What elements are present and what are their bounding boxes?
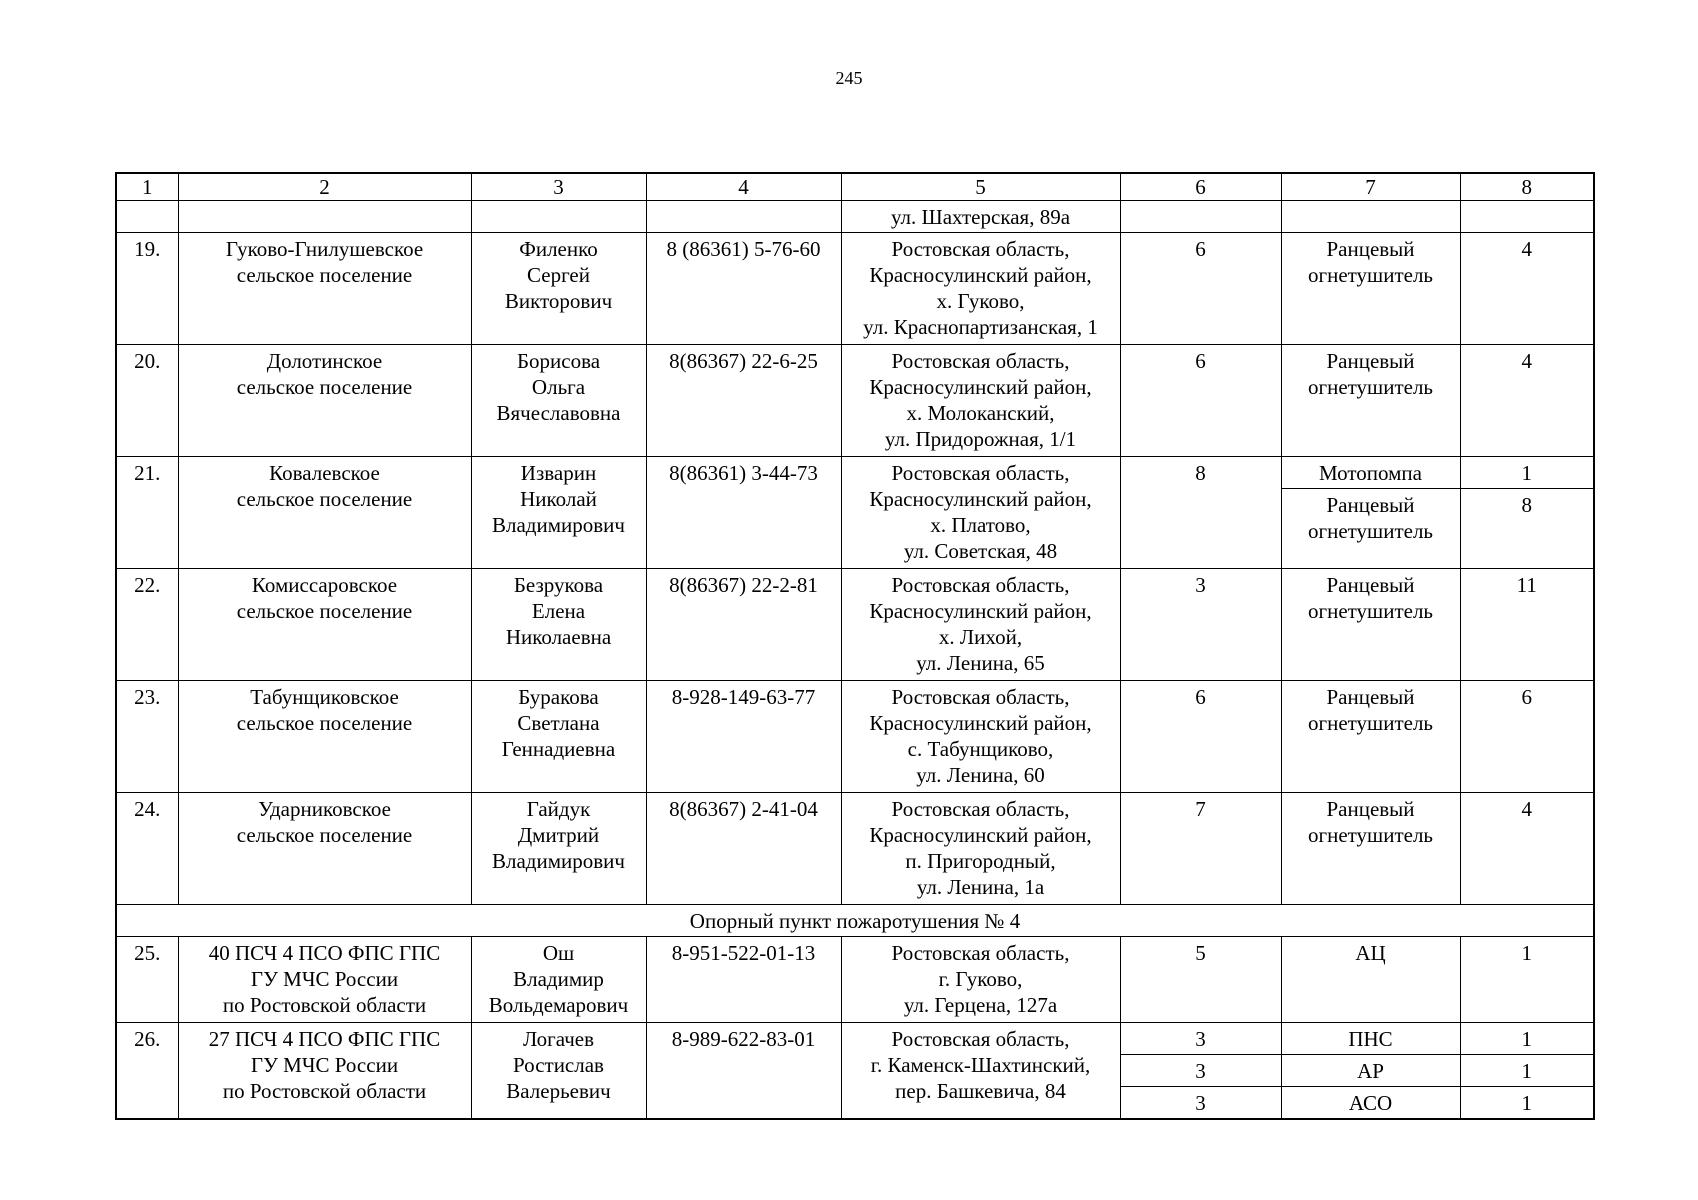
address-line: ул. Краснопартизанская, 1 bbox=[863, 315, 1098, 339]
address-line: ул. Ленина, 60 bbox=[916, 763, 1045, 787]
organization-cell bbox=[178, 233, 471, 345]
equipment-line: огнетушитель bbox=[1307, 519, 1434, 543]
organization-cell bbox=[178, 937, 471, 1023]
row-number-cell: 19. bbox=[116, 233, 178, 345]
equipment-line: Ранцевый bbox=[1326, 797, 1415, 821]
address-cell bbox=[841, 937, 1120, 1023]
table-row bbox=[116, 681, 1594, 793]
row-number-cell: 20. bbox=[116, 345, 178, 457]
person-name-line: Филенко bbox=[519, 237, 598, 261]
column-6-cell: 3 bbox=[1120, 569, 1281, 681]
column-6-cell: 5 bbox=[1120, 937, 1281, 1023]
person-name-line: Логачев bbox=[522, 1027, 595, 1051]
column-header-3: 3 bbox=[471, 173, 646, 201]
continuation-row bbox=[116, 201, 1594, 233]
person-name-line: Борисова bbox=[516, 349, 601, 373]
person-name-line: Владимирович bbox=[492, 849, 625, 873]
address-cell bbox=[841, 1023, 1120, 1119]
person-name-line: Безрукова bbox=[513, 573, 604, 597]
address-line: Ростовская область, bbox=[891, 685, 1070, 709]
column-header-7: 7 bbox=[1281, 173, 1460, 201]
equipment-cell: АСО bbox=[1281, 1087, 1460, 1119]
person-name-line: Николаевна bbox=[505, 625, 612, 649]
address-line: х. Платово, bbox=[930, 513, 1031, 537]
equipment-line: Мотопомпа bbox=[1319, 461, 1422, 485]
table-row bbox=[116, 345, 1594, 457]
address-cell bbox=[841, 457, 1120, 569]
equipment-line: огнетушитель bbox=[1307, 599, 1434, 623]
address-line: Ростовская область, bbox=[891, 573, 1070, 597]
organization-line: Долотинское bbox=[266, 349, 383, 373]
address-line: Ростовская область, bbox=[891, 797, 1070, 821]
person-name-line: Светлана bbox=[517, 711, 600, 735]
address-line: Ростовская область, bbox=[891, 1027, 1070, 1051]
organization-line: Табунщиковское bbox=[250, 685, 399, 709]
address-line: с. Табунщиково, bbox=[907, 737, 1054, 761]
person-name-line: Вячеславовна bbox=[496, 401, 621, 425]
cell bbox=[1120, 201, 1281, 233]
address-line: ул. Герцена, 127а bbox=[903, 993, 1058, 1017]
page-number: 245 bbox=[835, 68, 863, 88]
person-name-line: Дмитрий bbox=[517, 823, 600, 847]
phone-cell: 8 (86361) 5-76-60 bbox=[646, 233, 841, 345]
person-name-line: Буракова bbox=[518, 685, 599, 709]
equipment-cell bbox=[1281, 681, 1460, 793]
address-line: Красносулинский район, bbox=[869, 599, 1092, 623]
organization-line: 40 ПСЧ 4 ПСО ФПС ГПС bbox=[208, 941, 441, 965]
person-name-line: Ольга bbox=[531, 375, 586, 399]
person-name-line: Изварин bbox=[520, 461, 597, 485]
address-line: Красносулинский район, bbox=[869, 711, 1092, 735]
equipment-line: Ранцевый bbox=[1326, 349, 1415, 373]
quantity-cell: 4 bbox=[1460, 793, 1594, 905]
equipment-line: Ранцевый bbox=[1326, 685, 1415, 709]
section-title: Опорный пункт пожаротушения № 4 bbox=[116, 905, 1594, 937]
equipment-line: огнетушитель bbox=[1307, 711, 1434, 735]
responsible-person-cell bbox=[471, 569, 646, 681]
quantity-cell: 4 bbox=[1460, 233, 1594, 345]
equipment-line: огнетушитель bbox=[1307, 263, 1434, 287]
responsible-person-cell bbox=[471, 793, 646, 905]
organization-cell bbox=[178, 1023, 471, 1119]
person-name-line: Николай bbox=[520, 487, 597, 511]
column-header-2: 2 bbox=[178, 173, 471, 201]
person-name-line: Гайдук bbox=[526, 797, 591, 821]
equipment-line: огнетушитель bbox=[1307, 823, 1434, 847]
equipment-cell bbox=[1281, 233, 1460, 345]
table-row bbox=[116, 569, 1594, 681]
address-line: Красносулинский район, bbox=[869, 263, 1092, 287]
quantity-cell: 6 bbox=[1460, 681, 1594, 793]
organization-line: Ударниковское bbox=[258, 797, 391, 821]
person-name-line: Владимирович bbox=[492, 513, 625, 537]
quantity-cell: 8 bbox=[1460, 489, 1594, 569]
equipment-line: Ранцевый bbox=[1326, 493, 1415, 517]
equipment-cell: ПНС bbox=[1281, 1023, 1460, 1055]
person-name-line: Ош bbox=[542, 941, 575, 965]
phone-cell: 8(86367) 2-41-04 bbox=[646, 793, 841, 905]
column-6-cell: 6 bbox=[1120, 233, 1281, 345]
organization-line: сельское поселение bbox=[236, 263, 413, 287]
organization-line: сельское поселение bbox=[236, 711, 413, 735]
person-name-line: Вольдемарович bbox=[488, 993, 629, 1017]
address-line: Ростовская область, bbox=[891, 461, 1070, 485]
equipment-table bbox=[115, 172, 1595, 1120]
column-header-4: 4 bbox=[646, 173, 841, 201]
column-header-1: 1 bbox=[116, 173, 178, 201]
address-line: ул. Ленина, 1а bbox=[916, 875, 1045, 899]
person-name-line: Геннадиевна bbox=[501, 737, 616, 761]
row-number-cell: 22. bbox=[116, 569, 178, 681]
cell bbox=[178, 201, 471, 233]
quantity-cell: 1 bbox=[1460, 457, 1594, 489]
responsible-person-cell bbox=[471, 937, 646, 1023]
organization-line: сельское поселение bbox=[236, 487, 413, 511]
address-line: п. Пригородный, bbox=[905, 849, 1056, 873]
organization-line: Ковалевское bbox=[269, 461, 380, 485]
address-cell: ул. Шахтерская, 89а bbox=[841, 201, 1120, 233]
address-cell bbox=[841, 233, 1120, 345]
organization-cell bbox=[178, 569, 471, 681]
phone-cell: 8-989-622-83-01 bbox=[646, 1023, 841, 1119]
organization-cell bbox=[178, 457, 471, 569]
equipment-cell bbox=[1281, 489, 1460, 569]
address-line: х. Гуково, bbox=[936, 289, 1025, 313]
quantity-cell: 1 bbox=[1460, 937, 1594, 1023]
responsible-person-cell bbox=[471, 345, 646, 457]
row-number-cell: 24. bbox=[116, 793, 178, 905]
row-number-cell: 23. bbox=[116, 681, 178, 793]
organization-line: по Ростовской области bbox=[222, 1079, 427, 1103]
address-line: г. Гуково, bbox=[938, 967, 1023, 991]
organization-line: ГУ МЧС России bbox=[250, 967, 399, 991]
address-line: г. Каменск-Шахтинский, bbox=[870, 1053, 1091, 1077]
table-row bbox=[116, 937, 1594, 1023]
column-6-cell: 3 bbox=[1120, 1023, 1281, 1055]
address-cell bbox=[841, 569, 1120, 681]
header-row bbox=[116, 173, 1594, 201]
column-6-cell: 7 bbox=[1120, 793, 1281, 905]
address-cell bbox=[841, 793, 1120, 905]
phone-cell: 8-951-522-01-13 bbox=[646, 937, 841, 1023]
address-line: х. Лихой, bbox=[938, 625, 1023, 649]
address-cell bbox=[841, 345, 1120, 457]
organization-line: по Ростовской области bbox=[222, 993, 427, 1017]
equipment-cell bbox=[1281, 457, 1460, 489]
responsible-person-cell bbox=[471, 1023, 646, 1119]
quantity-cell: 1 bbox=[1460, 1087, 1594, 1119]
person-name-line: Сергей bbox=[527, 263, 590, 287]
equipment-line: Ранцевый bbox=[1326, 237, 1415, 261]
column-header-6: 6 bbox=[1120, 173, 1281, 201]
quantity-cell: 1 bbox=[1460, 1023, 1594, 1055]
phone-cell: 8-928-149-63-77 bbox=[646, 681, 841, 793]
equipment-line: огнетушитель bbox=[1307, 375, 1434, 399]
column-6-cell: 3 bbox=[1120, 1055, 1281, 1087]
person-name-line: Викторович bbox=[504, 289, 613, 313]
organization-line: сельское поселение bbox=[236, 599, 413, 623]
cell bbox=[1460, 201, 1594, 233]
address-line: Ростовская область, bbox=[891, 349, 1070, 373]
phone-cell: 8(86367) 22-6-25 bbox=[646, 345, 841, 457]
organization-line: сельское поселение bbox=[236, 823, 413, 847]
cell bbox=[116, 201, 178, 233]
cell bbox=[1281, 201, 1460, 233]
organization-line: сельское поселение bbox=[236, 375, 413, 399]
row-number-cell: 25. bbox=[116, 937, 178, 1023]
row-number-cell: 21. bbox=[116, 457, 178, 569]
equipment-line: Ранцевый bbox=[1326, 573, 1415, 597]
address-line: ул. Придорожная, 1/1 bbox=[884, 427, 1077, 451]
phone-cell: 8(86367) 22-2-81 bbox=[646, 569, 841, 681]
equipment-cell bbox=[1281, 569, 1460, 681]
organization-line: Комиссаровское bbox=[251, 573, 398, 597]
equipment-cell: АР bbox=[1281, 1055, 1460, 1087]
organization-line: Гуково-Гнилушевское bbox=[225, 237, 424, 261]
column-6-cell: 6 bbox=[1120, 345, 1281, 457]
column-header-5: 5 bbox=[841, 173, 1120, 201]
quantity-cell: 4 bbox=[1460, 345, 1594, 457]
person-name-line: Валерьевич bbox=[506, 1079, 611, 1103]
table-row bbox=[116, 457, 1594, 489]
address-line: Красносулинский район, bbox=[869, 823, 1092, 847]
column-6-cell: 8 bbox=[1120, 457, 1281, 569]
column-6-cell: 6 bbox=[1120, 681, 1281, 793]
row-number-cell: 26. bbox=[116, 1023, 178, 1119]
table-row bbox=[116, 1023, 1594, 1055]
equipment-cell: АЦ bbox=[1281, 937, 1460, 1023]
column-6-cell: 3 bbox=[1120, 1087, 1281, 1119]
table-row bbox=[116, 793, 1594, 905]
address-line: х. Молоканский, bbox=[906, 401, 1055, 425]
address-line: ул. Ленина, 65 bbox=[916, 651, 1045, 675]
address-cell bbox=[841, 681, 1120, 793]
column-header-8: 8 bbox=[1460, 173, 1594, 201]
address-line: Красносулинский район, bbox=[869, 375, 1092, 399]
organization-cell bbox=[178, 681, 471, 793]
organization-cell bbox=[178, 345, 471, 457]
section-row bbox=[116, 905, 1594, 937]
address-line: Ростовская область, bbox=[891, 237, 1070, 261]
address-line: Красносулинский район, bbox=[869, 487, 1092, 511]
organization-cell bbox=[178, 793, 471, 905]
responsible-person-cell bbox=[471, 681, 646, 793]
address-line: Ростовская область, bbox=[891, 941, 1070, 965]
table-row bbox=[116, 233, 1594, 345]
person-name-line: Елена bbox=[531, 599, 586, 623]
phone-cell: 8(86361) 3-44-73 bbox=[646, 457, 841, 569]
quantity-cell: 1 bbox=[1460, 1055, 1594, 1087]
address-line: пер. Башкевича, 84 bbox=[895, 1079, 1066, 1103]
cell bbox=[471, 201, 646, 233]
organization-line: ГУ МЧС России bbox=[250, 1053, 399, 1077]
cell bbox=[646, 201, 841, 233]
organization-line: 27 ПСЧ 4 ПСО ФПС ГПС bbox=[208, 1027, 441, 1051]
person-name-line: Владимир bbox=[513, 967, 604, 991]
quantity-cell: 11 bbox=[1460, 569, 1594, 681]
address-line: ул. Советская, 48 bbox=[903, 539, 1058, 563]
equipment-cell bbox=[1281, 793, 1460, 905]
equipment-cell bbox=[1281, 345, 1460, 457]
responsible-person-cell bbox=[471, 233, 646, 345]
person-name-line: Ростислав bbox=[513, 1053, 604, 1077]
responsible-person-cell bbox=[471, 457, 646, 569]
